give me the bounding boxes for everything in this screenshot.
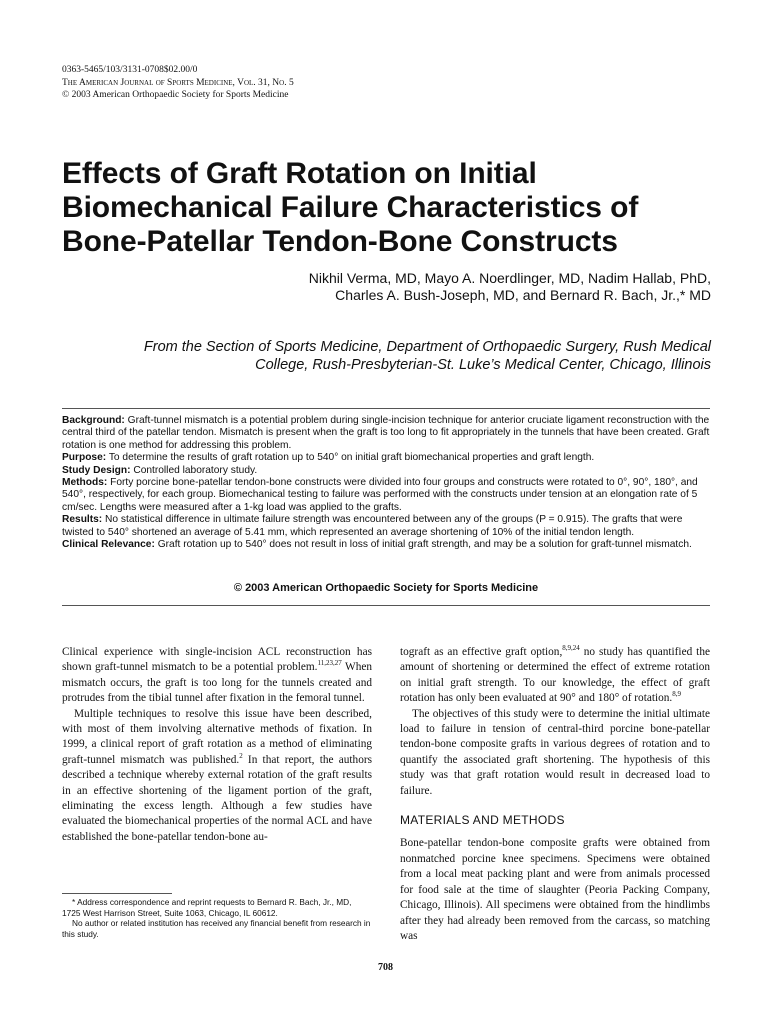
abstract-purpose [62,452,710,464]
journal-citation: The American Journal of Sports Medicine, Vol. 31, No. 5 [62,77,294,88]
left-p2-text: Multiple techniques to resolve this issue have been described, with most of them involving alternative methods of fixation. In 1999, a clinical report of graft rotation as a method of eliminating graft-tunnel mismatch was published. [62,707,372,766]
design-label: Study Design: [62,464,131,476]
relevance-text: Graft rotation up to 540° does not result in loss of initial graft strength, and may be a solution for graft-tunnel mismatch. [157,539,692,551]
author-list [151,270,711,304]
methods-label: Methods: [62,477,108,489]
citation-ref: 11,23,27 [317,659,342,668]
design-text: Controlled laboratory study. [133,464,258,476]
title-line-1: Effects of Graft Rotation on Initial [62,157,537,190]
footnote-disclosure: No author or related institution has received any financial benefit from research in this study. [62,918,371,939]
journal-header [62,64,294,102]
right-paragraph-1 [400,645,710,707]
right-p2-text: The objectives of this study were to determine the initial ultimate load to failure in tension of central-third porcine bone-patellar tendon-bone composite grafts in various degrees of rotation and to quantify the associated graft shortening. The hypothesis of this study was that graft rotation would result in decreased load to failure. [400,707,710,797]
abstract-copyright: © 2003 American Orthopaedic Society for Sports Medicine [233,582,539,594]
page-number: 708 [378,962,393,973]
affiliation [71,338,711,374]
body-left-column [62,645,372,845]
abstract [62,415,710,551]
left-p1-text: Clinical experience with single-incision ACL reconstruction has shown graft-tunnel mismatch to be a potential problem. [62,646,372,674]
right-paragraph-2 [400,707,710,799]
authors-line-1: Nikhil Verma, MD, Mayo A. Noerdlinger, MD, Nadim Hallab, PhD, [308,270,711,286]
journal-code: 0363-5465/103/3131-0708$02.00/0 [62,65,198,75]
footnotes [62,897,372,939]
citation-ref: 2 [239,752,243,761]
right-paragraph-3 [400,836,710,944]
left-paragraph-1 [62,645,372,707]
right-p3-text: Bone-patellar tendon-bone composite grafts were obtained from nonmatched porcine knee specimens. Specimens were obtained from a local meat packing plant and were from animals processed for food sale at the time of slaughter (Peoria Packing Company, Chicago, Illinois). All specimens were obtained from the hindlimbs after they had already been removed from the carcass, so matching was [400,837,710,942]
abstract-design [62,465,710,477]
abstract-bottom-rule [62,605,710,606]
journal-copyright: © 2003 American Orthopaedic Society for Sports Medicine [62,90,289,100]
abstract-results [62,514,710,539]
purpose-text: To determine the results of graft rotation up to 540° on initial graft biomechanical properties and graft length. [108,452,595,464]
footnote-rule [62,893,172,894]
abstract-methods [62,477,710,514]
title-line-2: Biomechanical Failure Characteristics of [62,191,639,224]
right-p1-text-b: no study has quantified the amount of shortening or determined the effect of extreme rotation on initial graft strength. To our knowledge, the effect of graft rotation has only been evaluated at 90° and 180° of rotation. [400,646,710,705]
background-label: Background: [62,415,125,426]
body-right-column [400,645,710,944]
results-label: Results: [62,514,103,526]
citation-ref: 8,9 [672,690,681,699]
affiliation-line-1: From the Section of Sports Medicine, Department of Orthopaedic Surgery, Rush Medical [143,339,711,355]
relevance-label: Clinical Relevance: [62,539,155,551]
results-text: No statistical difference in ultimate failure strength was encountered between any of the groups (P = 0.915). The grafts that were twisted to 540° shortened an average of 5.41 mm, which represented an average shortening of 10% of the initial tendon length. [62,514,683,538]
section-heading: MATERIALS AND METHODS [400,813,565,828]
footnote-correspondence: * Address correspondence and reprint requests to Bernard R. Bach, Jr., MD, 1725 West Harrison Street, Suite 1063, Chicago, IL 60612. [62,897,352,918]
purpose-label: Purpose: [62,452,107,464]
left-p1-text-b: When mismatch occurs, the graft is too long for the tunnels created and protrudes from the tibial tunnel after fixation in the femoral tunnel. [62,661,373,705]
methods-text: Forty porcine bone-patellar tendon-bone constructs were divided into four groups and constructs were rotated to 0°, 90°, 180°, and 540°, respectively, for each group. Biomechanical testing to failure was performed with the constructs under tension at an elongation rate of 5 cm/sec. Lengths were measured after a 1-kg load was applied to the grafts. [62,477,698,513]
abstract-relevance [62,539,710,551]
left-paragraph-2 [62,707,372,846]
abstract-background [62,415,710,452]
left-p2-text-b: In that report, the authors described a technique whereby external rotation of the graft results in an effective shortening of the ligament portion of the graft, eliminating the excess length. Although a few studies have evaluated the biomechanical properties of the normal ACL and have established the bone-patellar tendon-bone au- [62,753,372,843]
abstract-top-rule [62,408,710,409]
citation-ref: 8,9,24 [562,644,580,653]
authors-line-2: Charles A. Bush-Joseph, MD, and Bernard R. Bach, Jr.,* MD [335,287,711,303]
title-line-3: Bone-Patellar Tendon-Bone Constructs [62,225,618,258]
right-p1-text: tograft as an effective graft option, [400,646,563,658]
affiliation-line-2: College, Rush-Presbyterian-St. Luke’s Medical Center, Chicago, Illinois [255,357,711,373]
article-title [62,157,712,259]
background-text: Graft-tunnel mismatch is a potential problem during single-incision technique for anterior cruciate ligament reconstruction with the central third of the patellar tendon. Mismatch is present when the graft is too long to fit appropriately in the tunnels that have been created. Graft rotation is one method for addressing this problem. [62,415,710,451]
